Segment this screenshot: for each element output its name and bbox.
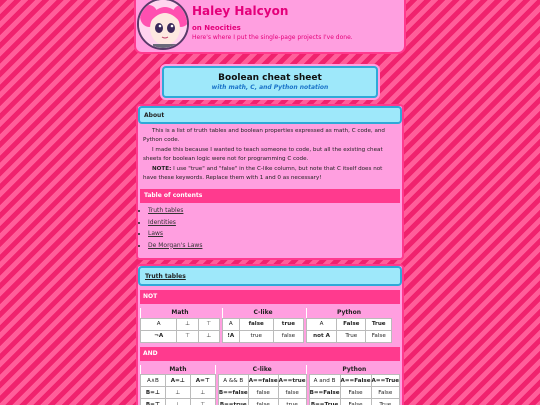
site-header: [134, 0, 406, 54]
toc-item: [148, 217, 402, 229]
page-subtitle: with math, C, and Python notation: [211, 84, 329, 91]
table-cell: False: [371, 387, 399, 399]
table-cell: A==true: [278, 375, 306, 387]
table-caption: Math: [141, 308, 220, 318]
note-text: I use "true" and "false" in the C-like column, but note that C itself does not have these keywords. Replace them with 1 and 0 as necessary!: [143, 166, 383, 181]
table-cell: ⊤: [177, 330, 198, 342]
and-heading: AND: [140, 347, 400, 361]
toc-item: [148, 240, 402, 252]
table-cell: A=⊤: [190, 375, 215, 387]
table-caption: Math: [141, 365, 216, 375]
table-cell: false: [248, 399, 278, 405]
table-cell: ⊤: [190, 399, 215, 405]
table-cell: B==True: [309, 399, 340, 405]
table-cell: ⊤: [198, 318, 219, 330]
table-cell: True: [371, 399, 399, 405]
table-cell: ⊥: [165, 399, 190, 405]
about-paragraph-1: This is a list of truth tables and boolean properties expressed as math, C code, and Python code.: [143, 128, 385, 143]
page-title-card: [162, 66, 378, 98]
table-cell: A==True: [371, 375, 399, 387]
table-cell: A: [141, 318, 177, 330]
not-math-table: [140, 308, 220, 343]
table-cell: A and B: [309, 375, 340, 387]
toc-item: [148, 228, 402, 240]
table-cell: false: [239, 318, 273, 330]
not-heading: NOT: [140, 290, 400, 304]
and-tables: [138, 365, 402, 405]
and-math-table: [140, 365, 216, 405]
table-cell: B=⊥: [141, 387, 166, 399]
table-caption: Python: [307, 308, 392, 318]
site-tagline: Here's where I put the single-page projects I've done.: [192, 34, 353, 41]
table-cell: B==False: [309, 387, 340, 399]
about-paragraph-2: I made this because I wanted to teach someone to code, but all the existing cheat sheets for boolean logic were not for programming C code.: [143, 147, 383, 162]
table-cell: A==False: [340, 375, 371, 387]
site-title[interactable]: Haley Halcyon: [192, 4, 289, 18]
table-cell: false: [273, 330, 303, 342]
about-body: [138, 124, 402, 187]
page-title: Boolean cheat sheet: [218, 73, 322, 83]
table-cell: False: [366, 330, 392, 342]
table-cell: B==true: [218, 399, 248, 405]
table-cell: !A: [223, 330, 240, 342]
table-cell: A: [307, 318, 337, 330]
site-subtitle: on Neocities: [192, 24, 241, 32]
not-tables: [138, 308, 402, 343]
table-cell: true: [273, 318, 303, 330]
table-cell: False: [340, 387, 371, 399]
table-cell: False: [337, 318, 366, 330]
table-cell: A: [223, 318, 240, 330]
table-cell: ¬A: [141, 330, 177, 342]
table-cell: not A: [307, 330, 337, 342]
table-cell: ⊥: [198, 330, 219, 342]
table-cell: False: [340, 399, 371, 405]
not-python-table: [306, 308, 392, 343]
table-cell: B=⊤: [141, 399, 166, 405]
table-cell: ⊥: [177, 318, 198, 330]
table-cell: true: [278, 399, 306, 405]
table-cell: false: [248, 387, 278, 399]
table-caption: C-like: [223, 308, 304, 318]
table-caption: Python: [309, 365, 399, 375]
note-label: NOTE:: [152, 166, 172, 172]
toc-item: [148, 205, 402, 217]
table-cell: A==false: [248, 375, 278, 387]
table-cell: True: [337, 330, 366, 342]
table-cell: false: [278, 387, 306, 399]
table-cell: A∧B: [141, 375, 166, 387]
about-heading: About: [138, 106, 402, 124]
table-cell: ⊥: [190, 387, 215, 399]
not-clike-table: [222, 308, 304, 343]
about-panel: [136, 104, 404, 260]
table-cell: B==false: [218, 387, 248, 399]
truth-tables-panel: [136, 264, 404, 405]
about-note: [143, 165, 397, 183]
table-cell: True: [366, 318, 392, 330]
table-cell: A=⊥: [165, 375, 190, 387]
table-cell: ⊥: [165, 387, 190, 399]
and-python-table: [309, 365, 400, 405]
toc-link-laws[interactable]: Laws: [148, 230, 164, 237]
and-clike-table: [218, 365, 307, 405]
toc-link-de-morgans-laws[interactable]: De Morgan's Laws: [148, 241, 203, 249]
truth-tables-heading: Truth tables: [138, 266, 402, 286]
toc-heading: Table of contents: [140, 189, 400, 203]
toc-link-identities[interactable]: Identities: [148, 218, 176, 226]
avatar: [137, 0, 189, 50]
table-cell: true: [239, 330, 273, 342]
toc-list: [138, 205, 402, 251]
table-cell: A && B: [218, 375, 248, 387]
toc-link-truth-tables[interactable]: Truth tables: [148, 207, 184, 214]
table-caption: C-like: [218, 365, 306, 375]
